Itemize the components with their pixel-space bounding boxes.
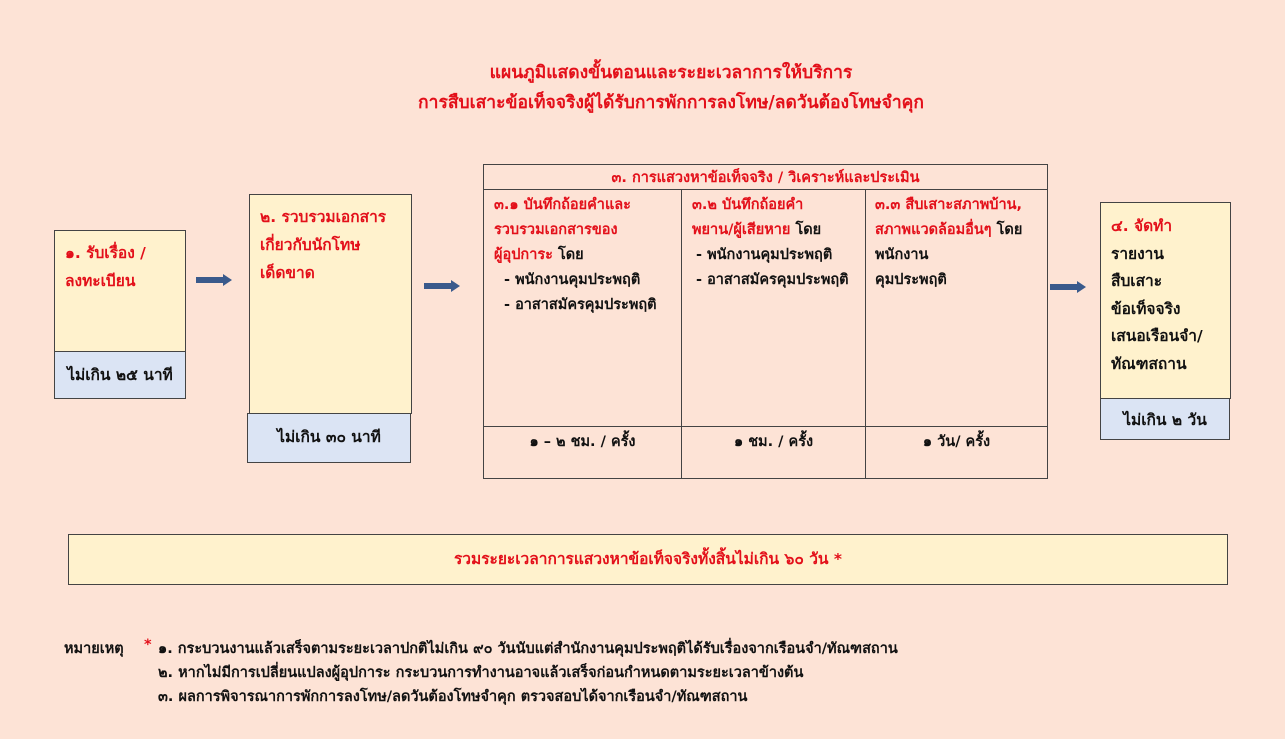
step3-2-by: โดย bbox=[790, 222, 822, 238]
step4-line: รายงาน bbox=[1111, 244, 1164, 263]
step3-2-title: ๓.๒ บันทึกถ้อยคำ bbox=[692, 197, 804, 213]
step3-1-title: รวบรวมเอกสารของ bbox=[494, 222, 618, 238]
step3-header: ๓. การแสวงหาข้อเท็จจริง / วิเคราะห์และประเมิน bbox=[484, 165, 1047, 190]
step2-line: เด็ดขาด bbox=[260, 264, 315, 282]
step2-time: ไม่เกิน ๓๐ นาที bbox=[247, 413, 411, 463]
step3-2-cell bbox=[692, 193, 864, 293]
step1-line: ลงทะเบียน bbox=[65, 272, 136, 290]
total-duration: รวมระยะเวลาการแสวงหาข้อเท็จจริงทั้งสิ้นไม่เกิน ๖๐ วัน * bbox=[68, 534, 1228, 585]
step4-line: ทัณฑสถาน bbox=[1111, 354, 1187, 373]
step1-time: ไม่เกิน ๒๕ นาที bbox=[54, 351, 186, 399]
step3-3-time: ๑ วัน/ ครั้ง bbox=[922, 434, 991, 450]
step3-1-item: - อาสาสมัครคุมประพฤติ bbox=[504, 297, 657, 313]
note-item: ๓. ผลการพิจารณาการพักการลงโทษ/ลดวันต้องโทษจำคุก ตรวจสอบได้จากเรือนจำ/ทัณฑสถาน bbox=[158, 689, 748, 705]
step2-box bbox=[249, 194, 412, 414]
step3-1-item: - พนักงานคุมประพฤติ bbox=[504, 272, 641, 288]
step1-line: ๑. รับเรื่อง / bbox=[65, 244, 146, 262]
chart-title-line-2: การสืบเสาะข้อเท็จจริงผู้ได้รับการพักการลงโทษ/ลดวันต้องโทษจำคุก bbox=[418, 93, 924, 113]
step3-3-item: คุมประพฤติ bbox=[875, 272, 947, 288]
arrow-right-icon bbox=[196, 274, 232, 286]
notes-label: หมายเหตุ bbox=[64, 641, 124, 657]
note-item: ๒. หากไม่มีการเปลี่ยนแปลงผู้อุปการะ กระบวนการทำงานอาจแล้วเสร็จก่อนกำหนดตามระยะเวลาข้างต้น bbox=[158, 665, 804, 681]
arrow-right-icon bbox=[424, 280, 460, 292]
step3-2-item: - อาสาสมัครคุมประพฤติ bbox=[696, 272, 849, 288]
step1-box bbox=[54, 230, 186, 352]
step4-time: ไม่เกิน ๒ วัน bbox=[1100, 398, 1230, 440]
step3-1-time: ๑ – ๒ ชม. / ครั้ง bbox=[529, 434, 636, 450]
step3-3-by: โดย bbox=[991, 222, 1023, 238]
chart-title-line-1: แผนภูมิแสดงขั้นตอนและระยะเวลาการให้บริการ bbox=[489, 63, 853, 83]
step3-2-time: ๑ ชม. / ครั้ง bbox=[733, 434, 814, 450]
step3-1-by: โดย bbox=[552, 247, 584, 263]
step3-2-item: - พนักงานคุมประพฤติ bbox=[696, 247, 833, 263]
step3-1-title: ๓.๑ บันทึกถ้อยคำและ bbox=[494, 197, 631, 213]
step3-1-cell bbox=[494, 193, 680, 318]
note-item: ๑. กระบวนงานแล้วเสร็จตามระยะเวลาปกติไม่เกิน ๙๐ วันนับแต่สำนักงานคุมประพฤติได้รับเรื่องจากเรือนจำ/ทัณฑสถาน bbox=[158, 641, 898, 657]
step4-line: สืบเสาะ bbox=[1111, 272, 1163, 290]
step4-line: เสนอเรือนจำ/ bbox=[1111, 327, 1203, 345]
step3-3-item: พนักงาน bbox=[875, 247, 929, 263]
step4-title: ๔. จัดทำ bbox=[1111, 217, 1173, 235]
step3-2-title: พยาน/ผู้เสียหาย bbox=[692, 222, 791, 238]
step3-1-title: ผู้อุปการะ bbox=[494, 247, 553, 263]
step3-3-title: สภาพแวดล้อมอื่นๆ bbox=[875, 222, 992, 238]
arrow-right-icon bbox=[1050, 281, 1086, 293]
step2-line: เกี่ยวกับนักโทษ bbox=[260, 236, 361, 254]
step4-line: ข้อเท็จจริง bbox=[1111, 299, 1181, 318]
step3-3-cell bbox=[875, 193, 1047, 293]
step3-table bbox=[483, 164, 1048, 479]
step3-3-title: ๓.๓ สืบเสาะสภาพบ้าน, bbox=[875, 197, 1023, 213]
step2-line: ๒. รวบรวมเอกสาร bbox=[260, 208, 387, 226]
step4-box bbox=[1100, 202, 1231, 399]
notes-star: * bbox=[144, 637, 152, 653]
